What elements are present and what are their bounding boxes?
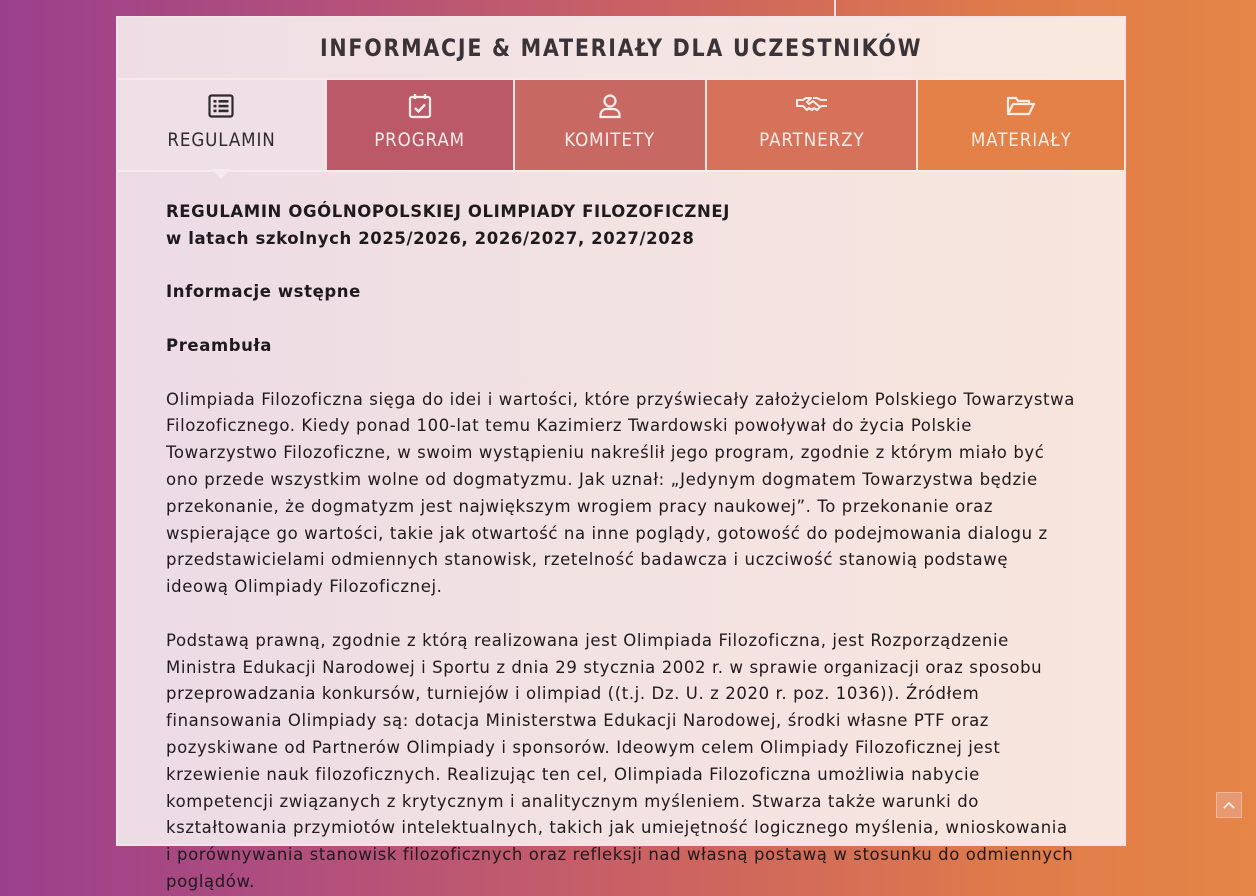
tab-program-label: PROGRAM — [374, 129, 466, 151]
document-title — [166, 199, 1076, 253]
document-title-line1: REGULAMIN OGÓLNOPOLSKIEJ OLIMPIADY FILOZOFICZNEJ — [166, 202, 731, 221]
panel-header — [118, 18, 1124, 80]
info-panel — [116, 16, 1126, 891]
top-divider-line — [834, 0, 836, 17]
folder-open-icon — [1008, 93, 1034, 119]
section-heading-informacje: Informacje wstępne — [166, 282, 361, 302]
paragraph-legal-basis: Podstawą prawną, zgodnie z którą realizowana jest Olimpiada Filozoficzna, jest Rozporządzenie Ministra Edukacji Narodowej i Sportu z dnia 29 stycznia 2002 r. w sprawie organizacji oraz sposobu przeprowadzania konkursów, turniejów i olimpiad ((t.j. Dz. U. z 2020 r. poz. 1036)). Źródłem finansowania Olimpiady są: dotacja Ministerstwa Edukacji Narodowej, środki własne PTF oraz pozyskiwane od Partnerów Olimpiady i sponsorów. Ideowym celem Olimpiady Filozoficznej jest krzewienie nauk filozoficznych. Realizując ten cel, Olimpiada Filozoficzna umożliwia nabycie kompetencji związanych z krytycznym i analitycznym myśleniem. Stwarza także warunki do kształtowania przymiotów intelektualnych, takich jak umiejętność logicznego myślenia, wnioskowania i porównywania stanowisk filozoficznych oraz refleksji nad własną postawą w stosunku do odmiennych poglądów. — [166, 630, 1074, 891]
tab-regulamin-label: REGULAMIN — [167, 129, 276, 151]
section-heading-preambula: Preambuła — [166, 335, 272, 355]
tab-partnerzy-label: PARTNERZY — [758, 129, 865, 151]
list-alt-icon — [208, 93, 234, 119]
chevron-up-icon — [1223, 797, 1235, 813]
tab-bar — [118, 80, 1124, 170]
tab-regulamin[interactable] — [118, 80, 325, 170]
handshake-icon — [799, 93, 825, 119]
user-icon — [597, 93, 623, 119]
paragraph-ideas: Olimpiada Filozoficzna sięga do idei i wartości, które przyświecały założycielom Polskiego Towarzystwa Filozoficznego. Kiedy ponad 100-lat temu Kazimierz Twardowski powoływał do życia Polskie Towarzystwo Filozoficzne, w swoim wystąpieniu nakreślił jego program, zgodnie z którym miało być ono przede wszystkim wolne od dogmatyzmu. Jak uznał: „Jedynym dogmatem Towarzystwa będzie przekonanie, że dogmatyzm jest największym wrogiem pracy naukowej”. To przekonanie oraz wspierające go wartości, takie jak otwartość na inne poglądy, gotowość do podejmowania dialogu z przedstawicielami odmiennych stanowisk, rzetelność badawcza i uczciwość stanowią podstawę ideową Olimpiady Filozoficznej. — [166, 389, 1075, 597]
scroll-to-top-button[interactable] — [1216, 792, 1242, 818]
tab-program[interactable] — [325, 80, 514, 170]
tab-komitety[interactable] — [513, 80, 705, 170]
tab-partnerzy[interactable] — [705, 80, 917, 170]
calendar-check-icon — [407, 93, 433, 119]
regulamin-content — [118, 172, 1124, 896]
tab-materialy[interactable] — [916, 80, 1124, 170]
tab-materialy-label: MATERIAŁY — [970, 129, 1072, 151]
document-title-line2: w latach szkolnych 2025/2026, 2026/2027, 2027/2028 — [166, 228, 695, 248]
tab-komitety-label: KOMITETY — [564, 129, 656, 151]
page-title: INFORMACJE & MATERIAŁY DLA UCZESTNIKÓW — [319, 34, 923, 62]
